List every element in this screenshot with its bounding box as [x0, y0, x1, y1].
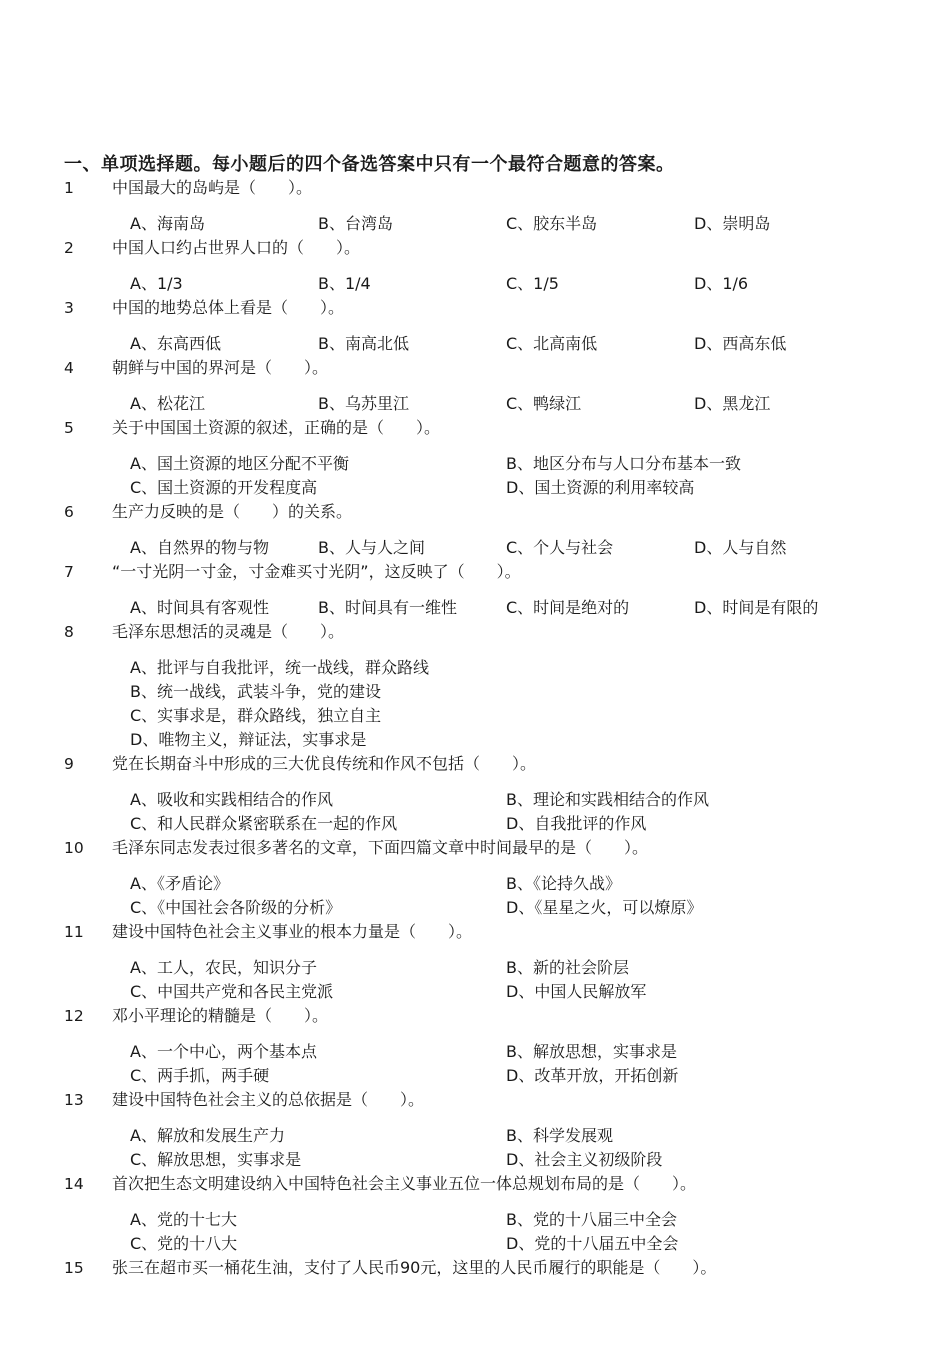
question-number: 10: [64, 839, 84, 857]
option-b[interactable]: B、科学发展观: [506, 1126, 613, 1145]
option-c[interactable]: C、实事求是，群众路线，独立自主: [130, 706, 382, 725]
question-number: 4: [64, 359, 74, 377]
question-text: 中国的地势总体上看是（ ）。: [112, 298, 345, 317]
option-c[interactable]: C、国土资源的开发程度高: [130, 478, 318, 497]
option-c[interactable]: C、党的十八大: [130, 1234, 238, 1253]
question-number: 9: [64, 755, 74, 773]
option-c[interactable]: C、1/5: [506, 274, 559, 293]
option-d[interactable]: D、人与自然: [694, 538, 787, 557]
question-text: “一寸光阴一寸金，寸金难买寸光阴”，这反映了（ ）。: [112, 562, 521, 581]
question-text: 建设中国特色社会主义的总依据是（ ）。: [112, 1090, 425, 1109]
option-c[interactable]: C、北高南低: [506, 334, 598, 353]
question-number: 11: [64, 923, 84, 941]
option-a[interactable]: A、松花江: [130, 394, 205, 413]
option-b[interactable]: B、1/4: [318, 274, 371, 293]
question-text: 关于中国国土资源的叙述，正确的是（ ）。: [112, 418, 441, 437]
option-b[interactable]: B、地区分布与人口分布基本一致: [506, 454, 741, 473]
question-number: 1: [64, 179, 74, 197]
option-b[interactable]: B、党的十八届三中全会: [506, 1210, 677, 1229]
option-d[interactable]: D、自我批评的作风: [506, 814, 647, 833]
options: [130, 790, 910, 833]
question-text: 邓小平理论的精髓是（ ）。: [112, 1006, 329, 1025]
options: [130, 1210, 910, 1253]
option-a[interactable]: A、吸收和实践相结合的作风: [130, 790, 333, 809]
option-a[interactable]: A、海南岛: [130, 214, 205, 233]
option-d[interactable]: D、《星星之火，可以燎原》: [506, 898, 703, 917]
question-number: 3: [64, 299, 74, 317]
options: [130, 874, 910, 917]
options: [130, 274, 910, 293]
options: [130, 658, 910, 749]
option-a[interactable]: A、党的十七大: [130, 1210, 237, 1229]
question-text: 建设中国特色社会主义事业的根本力量是（ ）。: [112, 922, 473, 941]
options: [130, 1126, 910, 1169]
option-c[interactable]: C、《中国社会各阶级的分析》: [130, 898, 342, 917]
option-d[interactable]: D、时间是有限的: [694, 598, 819, 617]
question-number: 7: [64, 563, 74, 581]
question-number: 2: [64, 239, 74, 257]
option-d[interactable]: D、1/6: [694, 274, 749, 293]
question-number: 14: [64, 1175, 84, 1193]
option-d[interactable]: D、中国人民解放军: [506, 982, 647, 1001]
options: [130, 958, 910, 1001]
question-text: 首次把生态文明建设纳入中国特色社会主义事业五位一体总规划布局的是（ ）。: [112, 1174, 697, 1193]
option-b[interactable]: B、乌苏里江: [318, 394, 409, 413]
section-title: 一、单项选择题。每小题后的四个备选答案中只有一个最符合题意的答案。: [64, 154, 675, 175]
question-number: 5: [64, 419, 74, 437]
options: [130, 394, 910, 413]
option-c[interactable]: C、时间是绝对的: [506, 598, 630, 617]
options: [130, 214, 910, 233]
option-d[interactable]: D、社会主义初级阶段: [506, 1150, 663, 1169]
option-a[interactable]: A、东高西低: [130, 334, 221, 353]
question-text: 毛泽东同志发表过很多著名的文章，下面四篇文章中时间最早的是（ ）。: [112, 838, 649, 857]
question-text: 毛泽东思想活的灵魂是（ ）。: [112, 622, 345, 641]
option-d[interactable]: D、唯物主义，辩证法，实事求是: [130, 730, 367, 749]
option-a[interactable]: A、自然界的物与物: [130, 538, 269, 557]
option-a[interactable]: A、一个中心，两个基本点: [130, 1042, 317, 1061]
option-b[interactable]: B、南高北低: [318, 334, 409, 353]
options: [130, 454, 910, 497]
question-text: 张三在超市买一桶花生油，支付了人民币90元，这里的人民币履行的职能是（ ）。: [112, 1258, 717, 1277]
option-d[interactable]: D、黑龙江: [694, 394, 771, 413]
option-c[interactable]: C、解放思想，实事求是: [130, 1150, 302, 1169]
question-text: 中国人口约占世界人口的（ ）。: [112, 238, 361, 257]
option-b[interactable]: B、解放思想，实事求是: [506, 1042, 677, 1061]
options: [130, 1042, 910, 1085]
option-d[interactable]: D、西高东低: [694, 334, 787, 353]
option-b[interactable]: B、统一战线，武装斗争，党的建设: [130, 682, 381, 701]
option-c[interactable]: C、和人民群众紧密联系在一起的作风: [130, 814, 398, 833]
option-c[interactable]: C、鸭绿江: [506, 394, 582, 413]
option-d[interactable]: D、改革开放，开拓创新: [506, 1066, 679, 1085]
question-number: 15: [64, 1259, 84, 1277]
question-text: 朝鲜与中国的界河是（ ）。: [112, 358, 329, 377]
option-b[interactable]: B、人与人之间: [318, 538, 425, 557]
question-number: 12: [64, 1007, 84, 1025]
option-a[interactable]: A、解放和发展生产力: [130, 1126, 285, 1145]
option-d[interactable]: D、党的十八届五中全会: [506, 1234, 679, 1253]
option-c[interactable]: C、胶东半岛: [506, 214, 598, 233]
option-a[interactable]: A、《矛盾论》: [130, 874, 229, 893]
option-a[interactable]: A、批评与自我批评，统一战线，群众路线: [130, 658, 429, 677]
option-b[interactable]: B、《论持久战》: [506, 874, 621, 893]
question-text: 中国最大的岛屿是（ ）。: [112, 178, 313, 197]
options: [130, 598, 910, 617]
option-a[interactable]: A、1/3: [130, 274, 183, 293]
question-number: 8: [64, 623, 74, 641]
option-a[interactable]: A、时间具有客观性: [130, 598, 269, 617]
option-b[interactable]: B、台湾岛: [318, 214, 393, 233]
option-b[interactable]: B、新的社会阶层: [506, 958, 629, 977]
question-text: 党在长期奋斗中形成的三大优良传统和作风不包括（ ）。: [112, 754, 537, 773]
options: [130, 538, 910, 557]
question-number: 6: [64, 503, 74, 521]
option-c[interactable]: C、个人与社会: [506, 538, 614, 557]
question-text: 生产力反映的是（ ）的关系。: [112, 502, 353, 521]
option-d[interactable]: D、国土资源的利用率较高: [506, 478, 695, 497]
options: [130, 334, 910, 353]
option-b[interactable]: B、时间具有一维性: [318, 598, 457, 617]
question-number: 13: [64, 1091, 84, 1109]
option-d[interactable]: D、崇明岛: [694, 214, 771, 233]
option-a[interactable]: A、工人，农民，知识分子: [130, 958, 317, 977]
option-c[interactable]: C、中国共产党和各民主党派: [130, 982, 334, 1001]
option-c[interactable]: C、两手抓，两手硬: [130, 1066, 270, 1085]
option-a[interactable]: A、国土资源的地区分配不平衡: [130, 454, 349, 473]
option-b[interactable]: B、理论和实践相结合的作风: [506, 790, 709, 809]
